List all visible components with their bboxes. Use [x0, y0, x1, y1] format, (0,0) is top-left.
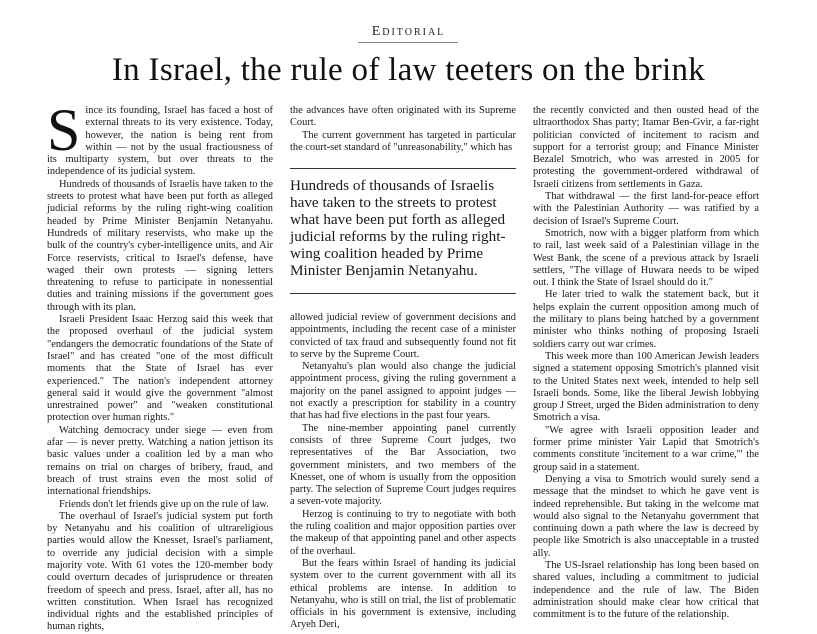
- paragraph: The overhaul of Israel's judicial system put forth by Netanyahu and his coalition of ultrareligious parties would allow the Knesset, Israel's parliament, to override any judicial decision with a simple majority vote. With 61 votes the 120-member body could overturn decades of jurisprudence or threaten freedom of speech and press. Israel, after all, has no written constitution. When Israel has recognized individual rights and the established principles of human rights,: [47, 510, 273, 633]
- paragraph: The current government has targeted in particular the court-set standard of "unreasonability," which has: [290, 129, 516, 153]
- paragraph: He later tried to walk the statement back, but it helps explain the current opposition among much of the military to plans being hatched by a government minister who thinks nothing of proposing Israeli soldiers carry out war crimes.: [533, 289, 759, 350]
- column-2-bottom: [290, 312, 516, 631]
- paragraph: That withdrawal — the first land-for-peace effort with the Palestinian Authority — was ratified by a decision of Israel's Supreme Court.: [533, 191, 759, 227]
- paragraph-text: ince its founding, Israel has faced a host of external threats to its very existence. Today, however, the nation is being rent from within — not by the usual fractiousness of its multiparty system, but over threats to the independence of its judicial system.: [47, 105, 273, 178]
- headline: In Israel, the rule of law teeters on the brink: [111, 52, 706, 88]
- paragraph: But the fears within Israel of handing its judicial system over to the current government with all its ethical problems are intense. In addition to Netanyahu, who is still on trial, the list of problematic officials in his government is extensive, including Aryeh Deri,: [290, 557, 516, 631]
- column-2-top: [290, 105, 516, 159]
- column-1: [47, 97, 273, 633]
- paragraph: Smotrich, now with a bigger platform from which to rail, last week said of a Palestinian village in the West Bank, the scene of a previous attack by Israeli settlers, "The village of Huwara needs to be wiped out. I think the State of Israel should do it.": [533, 227, 759, 289]
- paragraph: Denying a visa to Smotrich would surely send a message that the mindset to which he gave vent is indeed reprehensible. But taking in the welcome mat would also signal to the Netanyahu government that continuing down a path where the law is decreed by people like Smotrich is also unacceptable in a trusted ally.: [533, 473, 759, 559]
- paragraph: Watching democracy under siege — even from afar — is never pretty. Watching a nation jettison its basic values under a coalition led by a man who remains on trial on charges of bribery, fraud, and breach of trust strains even the most solid of international friendships.: [47, 424, 273, 498]
- paragraph: Herzog is continuing to try to negotiate with both the ruling coalition and major opposition parties over the makeup of that appointing panel and other aspects of the overhaul.: [290, 508, 516, 557]
- paragraph: the advances have often originated with its Supreme Court.: [290, 105, 516, 129]
- paragraph: The nine-member appointing panel currently consists of three Supreme Court judges, two representatives of the Bar Association, two government ministers, and two members of the Knesset, one of whom is usually from the opposition party. The selection of Supreme Court judges requires a seven-vote majority.: [290, 422, 516, 508]
- paragraph: Netanyahu's plan would also change the judicial appointment process, giving the ruling government a majority on the panel assigned to appoint judges — not exactly a prescription for stability in a country that has had five elections in the past four years.: [290, 361, 516, 422]
- paragraph: Israeli President Isaac Herzog said this week that the proposed overhaul of the judicial system "endangers the democratic foundations of the State of Israel" and has created "one of the most difficult moments that the State of Israel has ever experienced." The nation's independent attorney general said it would give the government "almost unrestrained power" and "weaken constitutional protection over human rights.": [47, 314, 273, 424]
- paragraph: Hundreds of thousands of Israelis have taken to the streets to protest what have been put forth as alleged judicial reforms by the ruling right-wing coalition headed by Prime Minister Benjamin Netanyahu. Hundreds of military reservists, who make up the bulk of the country's cyber-intelligence units, and Air Force reservists, critical to Israel's defense, have waged their own protests — signing letters threatening to refuse to participate in nonessential duties and training missions if the government goes through with its plan.: [47, 178, 273, 313]
- paragraph: The US-Israel relationship has long been based on shared values, including a commitment to judicial independence and the rule of law. The Biden administration should make clear how critical that commitment is to the future of the relationship.: [533, 559, 759, 621]
- pull-quote: Hundreds of thousands of Israelis have taken to the streets to protest what have been put forth as alleged judicial reforms by the ruling right-wing coalition headed by Prime Minister Benjamin Netanyahu.: [290, 168, 516, 294]
- column-3: [533, 105, 759, 621]
- paragraph: the recently convicted and then ousted head of the ultraorthodox Shas party; Itamar Ben-Gvir, a far-right politician convicted of incitement to racism and support for a terrorist group; and Finance Minister Bezalel Smotrich, who was arrested in 2005 for protesting the government-ordered withdrawal of Israeli citizens from settlements in Gaza.: [533, 105, 759, 190]
- kicker-rule: [358, 42, 458, 43]
- paragraph: Friends don't let friends give up on the rule of law.: [59, 498, 269, 510]
- section-kicker: Editorial: [371, 24, 446, 39]
- paragraph: [47, 97, 273, 179]
- paragraph: This week more than 100 American Jewish leaders signed a statement opposing Smotrich's planned visit to the United States next week, intended to help sell Israeli bonds. Some, like the liberal Jewish lobbying group J Street, urged the Biden administration to deny Smotrich a visa.: [533, 350, 759, 424]
- paragraph: "We agree with Israeli opposition leader and former prime minister Yair Lapid that Smotrich's comments constitute 'incitement to a war crime,'" the group said in a statement.: [533, 424, 759, 473]
- drop-cap: S: [47, 97, 81, 163]
- paragraph: allowed judicial review of government decisions and appointments, including the recent case of a minister convicted of tax fraud and subsequently found not fit to serve by the Supreme Court.: [290, 312, 516, 360]
